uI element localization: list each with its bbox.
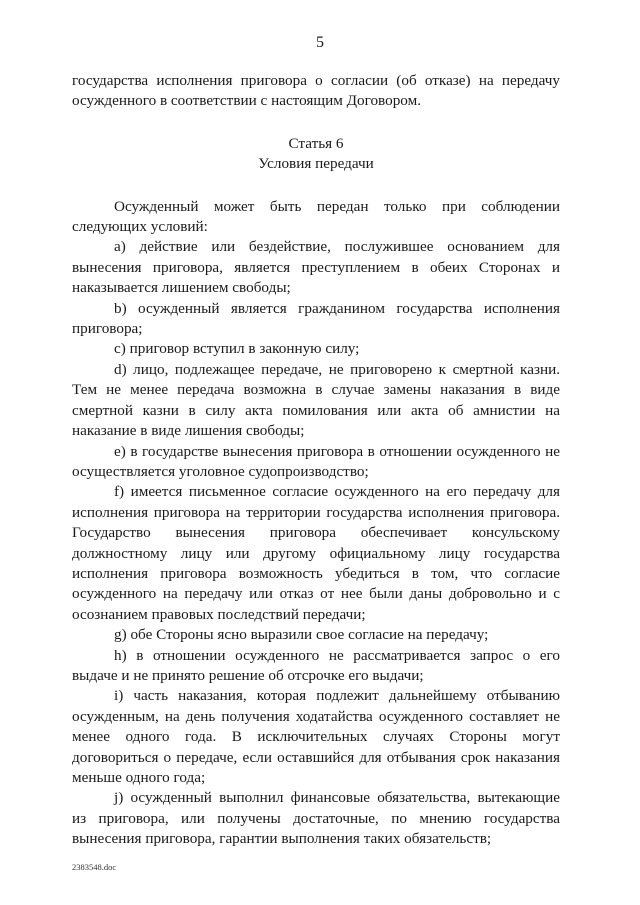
document-body [72,71,560,850]
condition-a: a) действие или бездействие, послужившее основанием для вынесения приговора, является преступлением в обеих Сторонах и наказывается лишением свободы; [72,238,560,297]
condition-c: c) приговор вступил в законную силу; [114,340,360,358]
condition-f: f) имеется письменное согласие осужденного на его передачу для исполнения приговора на территории государства исполнения приговора. Государство вынесения приговора обеспечивает консульскому должностному лицу или другому официальному лицу государства исполнения приговора возможность убедиться в том, что согласие осужденного на передачу или отказ от нее были даны добровольно и с осознанием правовых последствий передачи; [72,483,560,623]
article-title: Условия передачи [258,155,374,173]
footer-file-name: 2383548.doc [72,862,117,872]
condition-b: b) осужденный является гражданином государства исполнения приговора; [72,299,560,338]
article-paragraph: Осужденный может быть передан только при соблюдении следующих условий: [72,197,560,236]
intro-paragraph: государства исполнения приговора о согласии (об отказе) на передачу осужденного в соответствии с настоящим Договором. [72,72,560,110]
condition-g: g) обе Стороны ясно выразили свое согласие на передачу; [114,626,489,644]
condition-d: d) лицо, подлежащее передаче, не приговорено к смертной казни. Тем не менее передача возможна в случае замены наказания в виде смертной казни в силу акта помилования или акта об амнистии на наказание в виде лишения свободы; [72,360,560,440]
article-heading [72,134,560,175]
condition-h: h) в отношении осужденного не рассматривается запрос о его выдаче и не принято решение об отсрочке его выдачи; [72,646,560,684]
condition-j: j) осужденный выполнил финансовые обязательства, вытекающие из приговора, или получены достаточные, по мнению государства вынесения приговора, гарантии выполнения таких обязательств; [72,789,560,848]
condition-e: e) в государстве вынесения приговора в отношении осужденного не осуществляется уголовное судопроизводство; [72,442,560,480]
page-number: 5 [316,34,324,51]
condition-i: i) часть наказания, которая подлежит дальнейшему отбыванию осужденным, на день получения ходатайства осужденного составляет не менее одного года. В исключительных случаях Стороны могут договориться о передаче, если оставшийся для отбывания срок наказания меньше одного года; [72,687,560,786]
article-number: Статья 6 [288,134,344,152]
